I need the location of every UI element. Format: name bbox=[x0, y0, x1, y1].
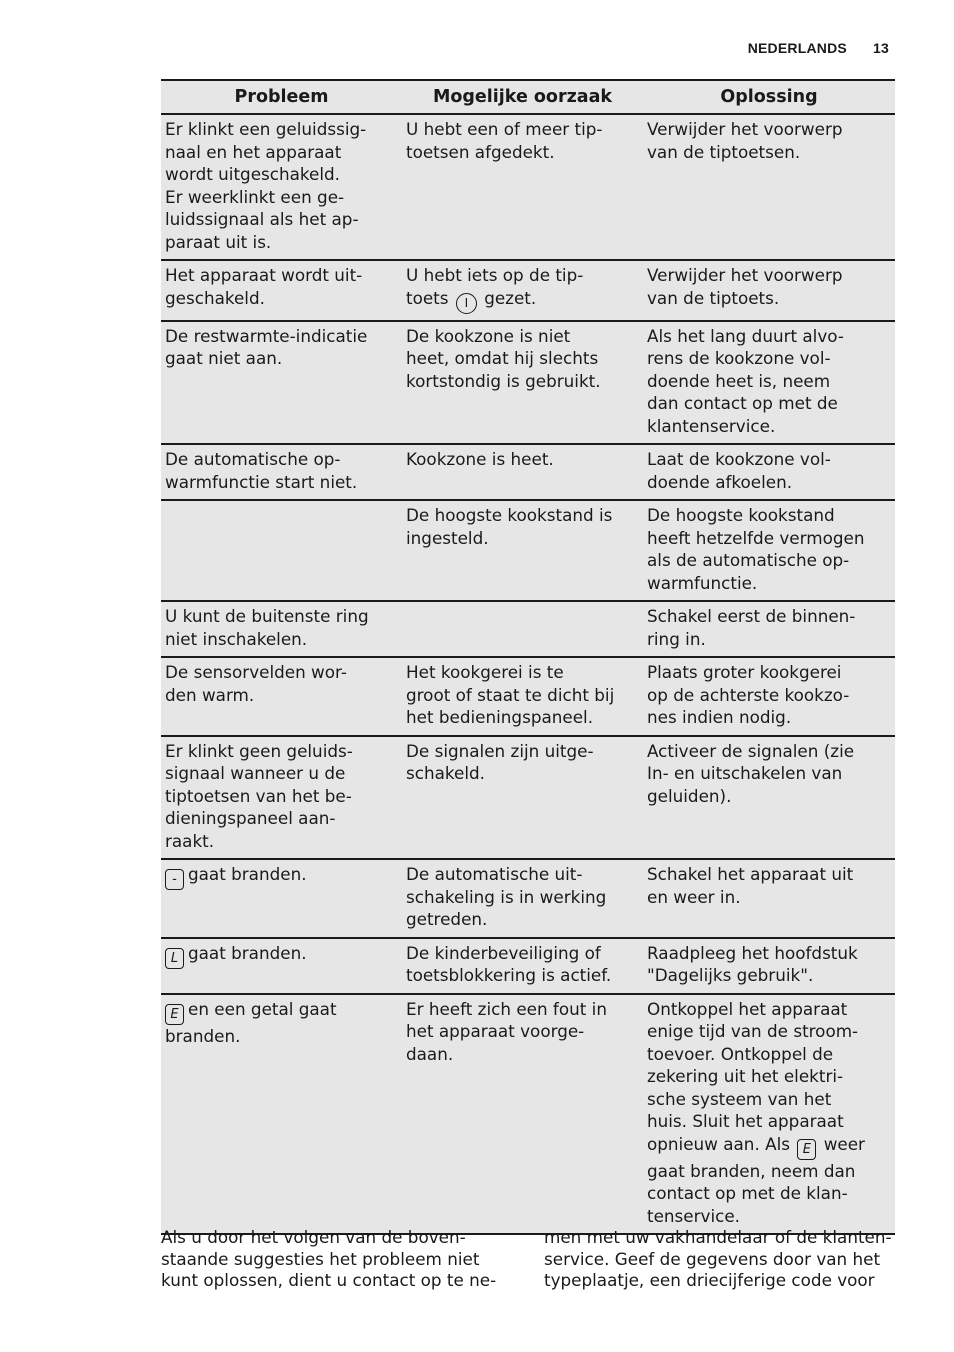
solution-cell bbox=[643, 994, 895, 1235]
text-line: den warm. bbox=[165, 684, 255, 705]
text-line: typeplaatje, een driecijferige code voor bbox=[544, 1270, 875, 1290]
text-line: schakeling is in werking bbox=[406, 886, 607, 907]
text-line: De sensorvelden wor- bbox=[165, 662, 347, 682]
footer-text-right bbox=[544, 1227, 892, 1292]
solution-cell bbox=[643, 260, 895, 321]
text-line: De hoogste kookstand is bbox=[406, 505, 613, 525]
text-line: geluiden). bbox=[647, 785, 732, 806]
solution-cell bbox=[643, 938, 895, 994]
text-line: warmfunctie. bbox=[647, 572, 758, 593]
text-line: ring in. bbox=[647, 628, 706, 649]
text-line: niet inschakelen. bbox=[165, 628, 308, 649]
solution-cell bbox=[643, 601, 895, 657]
text-line: toevoer. Ontkoppel de bbox=[647, 1043, 834, 1064]
text-line: "Dagelijks gebruik". bbox=[647, 965, 814, 985]
text-line: op de achterste kookzo- bbox=[647, 684, 850, 705]
table-row bbox=[161, 736, 895, 860]
table-row bbox=[161, 657, 895, 736]
text-line: wordt uitgeschakeld. bbox=[165, 164, 340, 184]
problem-cell bbox=[161, 601, 402, 657]
page-number: 13 bbox=[873, 40, 889, 56]
text-line bbox=[165, 942, 396, 969]
text-line bbox=[165, 863, 396, 890]
cause-cell bbox=[402, 444, 643, 500]
cause-cell bbox=[402, 657, 643, 736]
text-line: In- en uitschakelen van bbox=[647, 763, 843, 783]
display-error-icon: E bbox=[797, 1139, 816, 1160]
text-line: Schakel eerst de binnen- bbox=[647, 606, 856, 626]
text-line: groot of staat te dicht bij bbox=[406, 684, 615, 705]
text-line bbox=[406, 287, 637, 314]
table-row bbox=[161, 500, 895, 601]
text-line: De hoogste kookstand bbox=[647, 505, 835, 525]
text-line: Schakel het apparaat uit bbox=[647, 864, 854, 884]
problem-cell bbox=[161, 938, 402, 994]
text-fragment: gaat branden. bbox=[188, 942, 307, 963]
text-line: daan. bbox=[406, 1043, 454, 1064]
text-line: heet, omdat hij slechts bbox=[406, 348, 599, 368]
text-line: De automatische uit- bbox=[406, 864, 583, 884]
text-line: rens de kookzone vol- bbox=[647, 348, 831, 368]
text-line: van de tiptoetsen. bbox=[647, 141, 801, 162]
problem-cell bbox=[161, 736, 402, 860]
text-line: enige tijd van de stroom- bbox=[647, 1021, 859, 1041]
cause-cell bbox=[402, 859, 643, 938]
text-line: De kinderbeveiliging of bbox=[406, 942, 601, 963]
display-lock-icon: L bbox=[165, 948, 184, 969]
text-line: getreden. bbox=[406, 909, 488, 929]
table-row bbox=[161, 938, 895, 994]
table-row bbox=[161, 994, 895, 1235]
text-line: Plaats groter kookgerei bbox=[647, 662, 842, 682]
cause-cell bbox=[402, 994, 643, 1235]
cause-cell bbox=[402, 601, 643, 657]
text-line: branden. bbox=[165, 1025, 241, 1046]
problem-cell bbox=[161, 500, 402, 601]
text-line: Laat de kookzone vol- bbox=[647, 449, 831, 469]
text-line: Er klinkt geen geluids- bbox=[165, 740, 353, 761]
problem-cell bbox=[161, 657, 402, 736]
table-row bbox=[161, 859, 895, 938]
text-line: heeft hetzelfde vermogen bbox=[647, 527, 865, 548]
troubleshooting-table bbox=[161, 79, 895, 1235]
column-header-problem: Probleem bbox=[161, 80, 402, 114]
text-line: Als het lang duurt alvo- bbox=[647, 325, 844, 346]
text-line: huis. Sluit het apparaat bbox=[647, 1111, 844, 1131]
text-line: zekering uit het elektri- bbox=[647, 1066, 844, 1086]
language-label: NEDERLANDS bbox=[747, 40, 847, 56]
text-line: klantenservice. bbox=[647, 415, 776, 436]
text-line: Raadpleeg het hoofdstuk bbox=[647, 942, 858, 963]
text-fragment: weer bbox=[823, 1133, 865, 1154]
text-line: gaat branden, neem dan bbox=[647, 1160, 856, 1181]
text-line: Als u door het volgen van de boven- bbox=[161, 1227, 466, 1247]
text-line: Het apparaat wordt uit- bbox=[165, 265, 363, 285]
text-line: toetsen afgedekt. bbox=[406, 141, 555, 162]
column-header-cause: Mogelijke oorzaak bbox=[402, 80, 643, 114]
text-line: Er heeft zich een fout in bbox=[406, 998, 607, 1019]
solution-cell bbox=[643, 114, 895, 260]
page-header bbox=[748, 40, 889, 56]
text-line: doende heet is, neem bbox=[647, 370, 831, 391]
text-line: Er klinkt een geluidssig- bbox=[165, 119, 367, 139]
text-line: en weer in. bbox=[647, 886, 741, 907]
table-row bbox=[161, 321, 895, 445]
text-line: kunt oplossen, dient u contact op te ne- bbox=[161, 1270, 497, 1290]
problem-cell bbox=[161, 114, 402, 260]
text-fragment: opnieuw aan. Als bbox=[647, 1133, 790, 1154]
text-line: nes indien nodig. bbox=[647, 707, 792, 727]
text-fragment: en een getal gaat bbox=[188, 998, 337, 1019]
cause-cell bbox=[402, 736, 643, 860]
text-line: van de tiptoets. bbox=[647, 287, 780, 308]
text-line: Ontkoppel het apparaat bbox=[647, 998, 848, 1019]
text-line: Verwijder het voorwerp bbox=[647, 265, 843, 285]
text-line bbox=[165, 998, 396, 1025]
text-line: De automatische op- bbox=[165, 449, 341, 469]
text-line: doende afkoelen. bbox=[647, 471, 793, 492]
solution-cell bbox=[643, 500, 895, 601]
text-line: schakeld. bbox=[406, 763, 485, 783]
display-error-icon: E bbox=[165, 1004, 184, 1025]
text-line: tenservice. bbox=[647, 1205, 740, 1226]
display-dash-icon: - bbox=[165, 869, 184, 890]
text-line: tiptoetsen van het be- bbox=[165, 785, 352, 806]
cause-cell bbox=[402, 938, 643, 994]
text-line: signaal wanneer u de bbox=[165, 763, 346, 783]
problem-cell bbox=[161, 859, 402, 938]
text-line: dieningspaneel aan- bbox=[165, 808, 336, 828]
cause-cell bbox=[402, 500, 643, 601]
text-line: Kookzone is heet. bbox=[406, 449, 554, 469]
text-line: Het kookgerei is te bbox=[406, 662, 564, 682]
text-fragment: gaat branden. bbox=[188, 864, 307, 884]
cause-cell bbox=[402, 321, 643, 445]
table-row bbox=[161, 601, 895, 657]
problem-cell bbox=[161, 321, 402, 445]
text-fragment: gezet. bbox=[484, 287, 537, 308]
footer-text-left bbox=[161, 1227, 496, 1292]
text-line: het apparaat voorge- bbox=[406, 1021, 585, 1041]
text-line: ingesteld. bbox=[406, 527, 489, 548]
text-line: toetsblokkering is actief. bbox=[406, 965, 612, 985]
text-line: raakt. bbox=[165, 830, 215, 851]
power-key-icon: I bbox=[456, 293, 477, 314]
text-line: De kookzone is niet bbox=[406, 325, 571, 346]
text-line: luidssignaal als het ap- bbox=[165, 209, 359, 229]
table-row bbox=[161, 260, 895, 321]
solution-cell bbox=[643, 736, 895, 860]
solution-cell bbox=[643, 321, 895, 445]
text-line: Er weerklinkt een ge- bbox=[165, 186, 345, 207]
text-line: De restwarmte-indicatie bbox=[165, 325, 368, 346]
column-header-solution: Oplossing bbox=[643, 80, 895, 114]
text-line: Verwijder het voorwerp bbox=[647, 119, 843, 139]
table-row bbox=[161, 444, 895, 500]
text-line: als de automatische op- bbox=[647, 550, 850, 570]
text-line: staande suggesties het probleem niet bbox=[161, 1248, 480, 1269]
text-line: naal en het apparaat bbox=[165, 141, 342, 162]
text-line: men met uw vakhandelaar of de klanten- bbox=[544, 1227, 892, 1247]
text-line: paraat uit is. bbox=[165, 231, 272, 252]
text-line: U kunt de buitenste ring bbox=[165, 606, 369, 626]
problem-cell bbox=[161, 994, 402, 1235]
solution-cell bbox=[643, 657, 895, 736]
text-line: het bedieningspaneel. bbox=[406, 707, 594, 727]
text-line: De signalen zijn uitge- bbox=[406, 740, 594, 761]
cause-cell bbox=[402, 114, 643, 260]
problem-cell bbox=[161, 260, 402, 321]
text-line: contact op met de klan- bbox=[647, 1183, 848, 1203]
solution-cell bbox=[643, 859, 895, 938]
text-line: Activeer de signalen (zie bbox=[647, 740, 855, 761]
text-line: service. Geef de gegevens door van het bbox=[544, 1248, 881, 1269]
problem-cell bbox=[161, 444, 402, 500]
text-fragment: toets bbox=[406, 287, 449, 308]
text-line: sche systeem van het bbox=[647, 1088, 832, 1109]
text-line: warmfunctie start niet. bbox=[165, 471, 358, 492]
solution-cell bbox=[643, 444, 895, 500]
text-line: gaat niet aan. bbox=[165, 348, 283, 368]
table-header-row bbox=[161, 80, 895, 114]
text-line: U hebt een of meer tip- bbox=[406, 119, 603, 139]
text-line: geschakeld. bbox=[165, 287, 265, 308]
text-line: U hebt iets op de tip- bbox=[406, 265, 584, 285]
text-line: kortstondig is gebruikt. bbox=[406, 370, 601, 391]
text-line: dan contact op met de bbox=[647, 393, 838, 413]
cause-cell bbox=[402, 260, 643, 321]
text-line bbox=[647, 1133, 889, 1160]
table-row bbox=[161, 114, 895, 260]
